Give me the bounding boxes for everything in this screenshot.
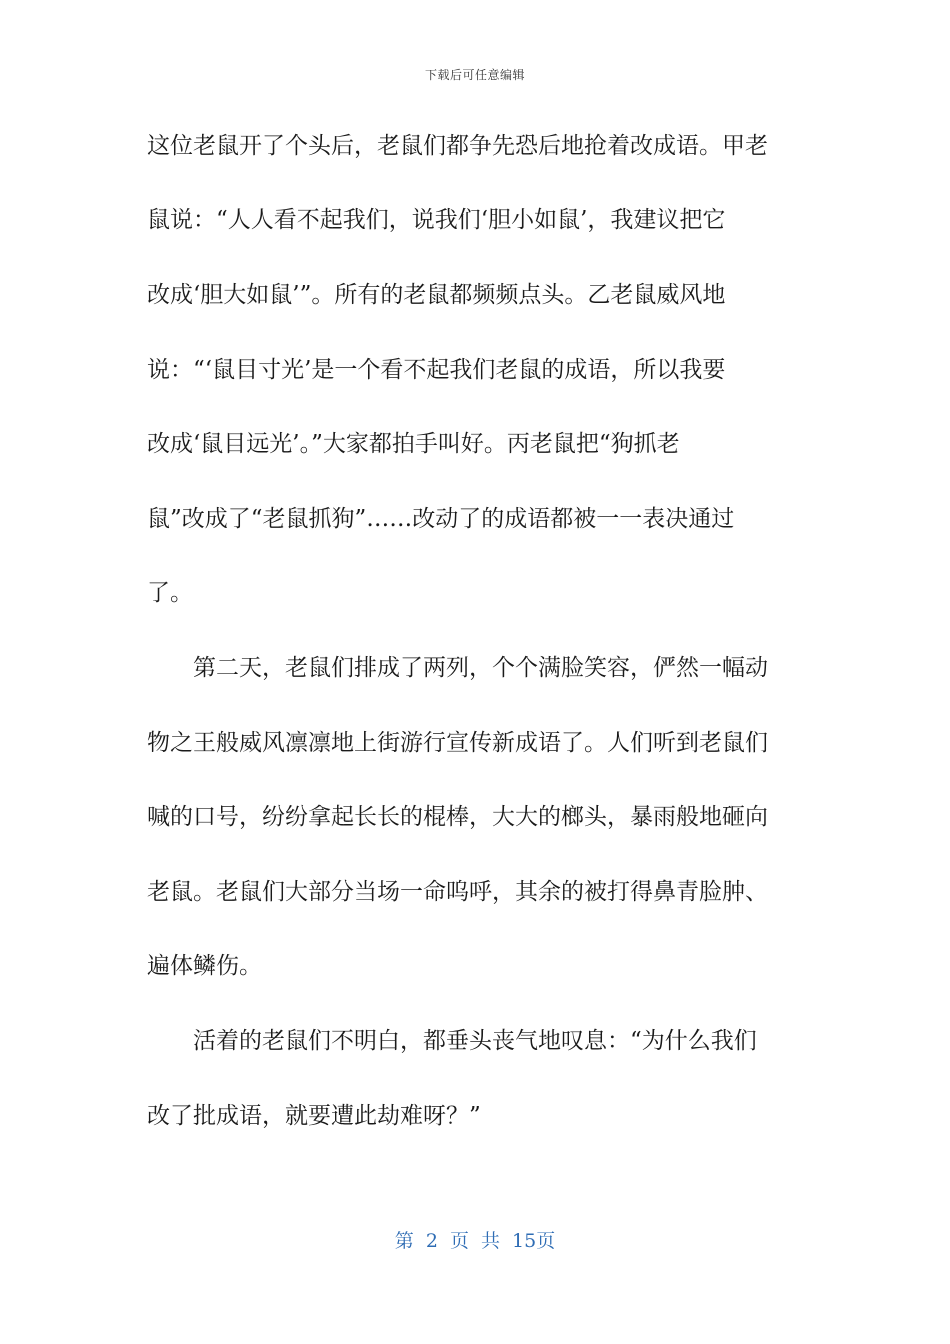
text-line: 说：“‘鼠目寸光’是一个看不起我们老鼠的成语，所以我要 [147, 357, 726, 383]
text-line: 物之王般威风凛凛地上街游行宣传新成语了。人们听到老鼠们 [147, 730, 768, 756]
page-number-footer: 第 2 页 共 15页 [394, 1230, 556, 1252]
text-line: 鼠”改成了“老鼠抓狗”……改动了的成语都被一一表决通过 [147, 506, 735, 532]
text-line: 喊的口号，纷纷拿起长长的棍棒，大大的榔头，暴雨般地砸向 [147, 804, 768, 830]
text-line: 老鼠。老鼠们大部分当场一命呜呼，其余的被打得鼻青脸肿、 [147, 879, 768, 905]
text-line: 活着的老鼠们不明白，都垂头丧气地叹息：“为什么我们 [147, 1028, 757, 1054]
text-line: 这位老鼠开了个头后，老鼠们都争先恐后地抢着改成语。甲老 [147, 133, 768, 159]
text-line: 遍体鳞伤。 [147, 953, 262, 979]
text-line: 第二天，老鼠们排成了两列，个个满脸笑容，俨然一幅动 [147, 655, 768, 681]
text-line: 鼠说：“人人看不起我们，说我们‘胆小如鼠’，我建议把它 [147, 207, 726, 233]
text-line: 了。 [147, 580, 193, 606]
header-note: 下载后可任意编辑 [424, 68, 525, 82]
text-line: 改成‘鼠目远光’。”大家都拍手叫好。丙老鼠把“狗抓老 [147, 431, 680, 457]
text-line: 改成‘胆大如鼠’”。所有的老鼠都频频点头。乙老鼠威风地 [147, 282, 726, 308]
text-line: 改了批成语，就要遭此劫难呀？” [147, 1103, 481, 1129]
